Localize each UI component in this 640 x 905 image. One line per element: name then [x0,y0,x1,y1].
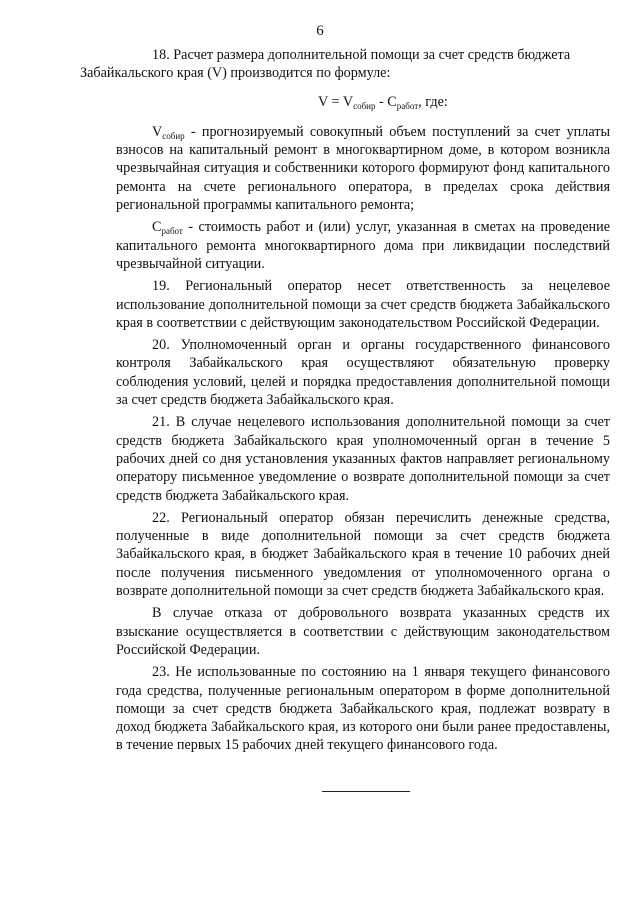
paragraph-18-line1: 18. Расчет размера дополнительной помощи за счет средств бюджета [152,47,571,63]
definition-v-sub: собир [162,130,185,141]
definition-c-symbol: C [152,219,162,236]
paragraph-22: 22. Региональный оператор обязан перечислить денежные средства, полученные в виде дополнительной помощи за счет средств бюджета Забайкальского края, в бюджет Забайкальского края в течение 10 рабочих дней после получения письменного уведомления от уполномоченного органа о возврате дополнительной помощи за счет средств бюджета Забайкальского края. [116,509,610,600]
paragraph-21: 21. В случае нецелевого использования дополнительной помощи за счет средств бюджета Забайкальского края уполномоченный орган в течение 5 рабочих дней со дня установления указанных фактов направляет региональному оператору письменное уведомление о возврате дополнительной помощи за счет средств бюджета Забайкальского края. [116,414,610,504]
formula-sub-rabot: работ [396,100,419,111]
definition-c [116,218,610,273]
definition-v-symbol: V [152,123,163,140]
definition-v [116,123,610,214]
paragraph-22-refusal: В случае отказа от добровольного возврата указанных средств их взыскание осуществляется в соответствии с действующим законодательством Российской Федерации. [116,605,610,658]
formula-tail: , где: [418,93,448,110]
paragraph-18 [80,46,610,83]
document-body [80,46,610,755]
definition-v-text: - прогнозируемый совокупный объем поступлений за счет уплаты взносов на капитальный ремонт в многоквартирном доме, в котором возникла чрезвычайная ситуация и собственники которого формируют фонд капитального ремонта на счете регионального оператора, в пределах срока действия региональной программы капитального ремонта; [116,123,610,214]
formula [116,93,610,111]
formula-minus: - C [375,93,397,110]
definition-c-text: - стоимость работ и (или) услуг, указанная в сметах на проведение капитального ремонта многоквартирного дома при ликвидации последствий чрезвычайной ситуации. [116,219,610,272]
page-number: 6 [316,23,324,39]
paragraph-23: 23. Не использованные по состоянию на 1 января текущего финансового года средства, полученные региональным оператором в форме дополнительной помощи за счет средств бюджета Забайкальского края, подлежат возврату в доход бюджета Забайкальского края, из которого они были ранее предоставлены, в течение первых 15 рабочих дней текущего финансового года. [116,664,610,754]
paragraph-18-line2: Забайкальского края (V) производится по формуле: [80,65,391,82]
closing-rule [322,791,410,792]
formula-sub-sobir: собир [353,100,376,111]
paragraph-20: 20. Уполномоченный орган и органы государственного финансового контроля Забайкальского края осуществляют обязательную проверку соблюдения условий, целей и порядка предоставления дополнительной помощи за счет средств бюджета Забайкальского края. [116,337,610,409]
paragraph-19: 19. Региональный оператор несет ответственность за нецелевое использование дополнительной помощи за счет средств бюджета Забайкальского края в соответствии с действующим законодательством Российской Федерации. [116,278,610,331]
definition-c-sub: работ [161,226,183,237]
formula-lhs: V = V [318,93,354,110]
